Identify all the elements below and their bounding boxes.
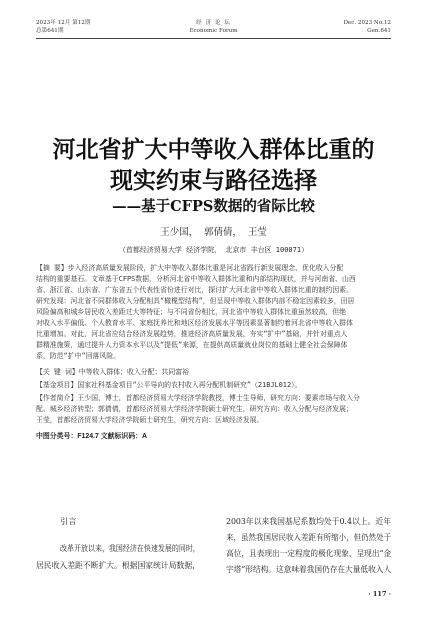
author-info-line: 配、城乡经济转型；郭倩倩，首都经济贸易大学经济学院硕士研究生，研究方向：收入分配与经济发展；	[36, 405, 353, 413]
body-right-line: 2003年以来我国基尼系数均处于0.4以上。近年	[226, 516, 392, 526]
article-subtitle: ——基于CFPS数据的省际比较	[112, 198, 315, 215]
abstract-line: 研究发现：河北省不同群体收入分配相具“橄榄型结构”，但呈现中等收入群体内部不稳定因素较多，田居	[36, 297, 355, 305]
page-number: · 117 ·	[368, 590, 391, 598]
journal-name-cn: 经 济 论 坛	[196, 20, 231, 26]
abstract-line: 比重增加。对此，河北省应结合经济发展趋势，推进经济高质量发展，夯实“扩中”基础，并针对重点人	[36, 330, 348, 338]
journal-issue-total-en: Gen.641	[367, 28, 391, 34]
abstract-line: 群精准施策，通过提升人力资本水平以及“提低”来源，在提供高质量就业岗位的基础上健全社会保障体	[36, 341, 348, 349]
fund-block	[36, 381, 392, 391]
header-rule	[36, 38, 391, 39]
journal-issue-total: 总第641期	[36, 28, 64, 34]
body-right-line: 高位，且表现出一定程度的极化现象，呈现出“金	[226, 548, 392, 558]
article-title-line2: 现实约束与路径选择	[110, 167, 317, 194]
abstract	[36, 264, 392, 364]
journal-name-en: Economic Forum	[189, 28, 238, 34]
body-left-line: 改革开放以来，我国经济在快速发展的同时，	[60, 543, 200, 553]
body-right-line: 来，虽然我国居民收入差距有所缩小，但仍然处于	[226, 532, 392, 542]
abstract-line: 【摘 要】步入经济高质量发展阶段，扩大中等收入群体比重是河北省践行新发展理念、优化收入分配	[36, 264, 344, 272]
section-heading-introduction: 引言	[60, 516, 77, 526]
abstract-line: 风险偏高和城乡居民收入差距过大等特征；与不同省份相比，河北省中等收入群体比重虽然较高，但绝	[36, 308, 347, 316]
article-authors: 王少国， 郭倩倩， 王莹	[160, 227, 267, 238]
author-info	[36, 394, 392, 428]
classification-code: 中图分类号：F124.7 文献标识码：A	[36, 433, 148, 440]
abstract-line: 系，防范“扩中”回落风险。	[36, 352, 121, 360]
abstract-line: 对收入水平偏低、个人教育水平、家庭抚养比和地区经济发展水平等因素显著制约着河北省中等收入群体	[36, 319, 353, 327]
author-affiliation: （首都经济贸易大学 经济学院， 北京市 丰台区 100071）	[118, 246, 309, 254]
journal-issue-date-en: Dec. 2023 No.12	[343, 20, 391, 26]
article-title-line1: 河北省扩大中等收入群体比重的	[52, 136, 375, 163]
body-right-line: 字塔”形结构。这意味着我国仍存在大量低收入人	[226, 564, 392, 574]
abstract-line: 省、浙江省、山东省、广东省五个代表性省份进行对比，探讨扩大河北省中等收入群体比重的制约因素。	[36, 286, 353, 294]
fund-project: 【基金项目】国家社科基金项目“公平导向的农村收入再分配机制研究”（21BJL012）。	[36, 381, 302, 389]
author-info-line: 【作者简介】王少国，博士，首都经济贸易大学经济学院教授，博士生导师，研究方向：要素市场与收入分	[36, 394, 360, 402]
keywords-block	[36, 368, 392, 378]
author-info-line: 王莹，首都经济贸易大学经济学院硕士研究生，研究方向：区域经济发展。	[36, 416, 264, 424]
keywords: 【关 键 词】中等收入群体；收入分配；共同富裕	[36, 368, 189, 376]
journal-issue-date: 2023年 12月 第12期	[36, 20, 91, 26]
body-left-line: 居民收入差距不断扩大。根据国家统计局数据，	[36, 560, 200, 570]
abstract-line: 结构的重要基石。文章基于CFPS数据，分析河北省中等收入群体比重和内部结构现状，并与河南省、山西	[36, 275, 356, 283]
